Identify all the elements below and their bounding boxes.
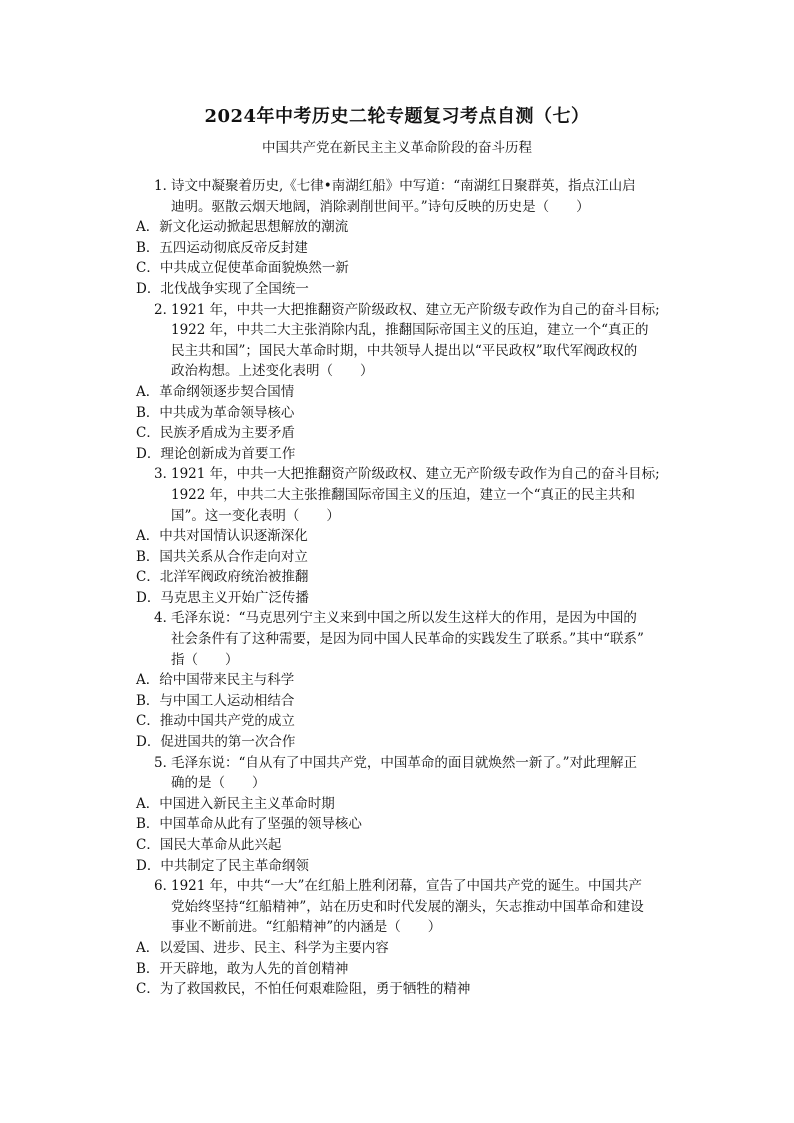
- answer-option: C．北洋军阀政府统治被推翻: [136, 569, 309, 586]
- answer-option: D．中共制定了民主革命纲领: [136, 857, 309, 874]
- question-text-line: 党始终坚持“红船精神”，站在历史和时代发展的潮头，矢志推动中国革命和建设: [171, 898, 644, 915]
- answer-option: C．为了救国救民，不怕任何艰难险阻，勇于牺牲的精神: [136, 981, 471, 998]
- question-text-line: 国”。这一变化表明（ ）: [171, 507, 340, 524]
- question-stem: [136, 300, 676, 382]
- question-text-line: 迪明。驱散云烟天地阔，消除剥削世间平。”诗句反映的历史是（ ）: [171, 198, 590, 215]
- answer-option: C．推动中国共产党的成立: [136, 713, 295, 730]
- answer-option: C．国民大革命从此兴起: [136, 837, 282, 853]
- answer-option: D．理论创新成为首要工作: [136, 445, 296, 462]
- question-text-line: 事业不断前进。“红船精神”的内涵是（ ）: [171, 919, 442, 936]
- answer-option: B．开天辟地，敢为人先的首创精神: [136, 960, 349, 977]
- question-stem: [136, 464, 676, 526]
- answer-option: B．中共成为革命领导核心: [136, 404, 295, 421]
- question-stem: [136, 753, 676, 794]
- answer-option: A．革命纲领逐步契合国情: [136, 383, 295, 400]
- question-number: 5．: [154, 754, 177, 771]
- answer-option: C．中共成立促使革命面貌焕然一新: [136, 260, 349, 277]
- question-stem: [136, 876, 676, 938]
- question-stem: [136, 608, 676, 670]
- answer-option: A．给中国带来民主与科学: [136, 672, 295, 689]
- answer-option: B．五四运动彻底反帝反封建: [136, 239, 308, 256]
- question-list: [136, 176, 676, 1000]
- question-text-line: 政治构想。上述变化表明（ ）: [171, 363, 374, 380]
- answer-option: C．民族矛盾成为主要矛盾: [136, 425, 295, 442]
- question-number: 2．: [154, 301, 177, 318]
- question-text-line: 1921 年，中共一大把推翻资产阶级政权、建立无产阶级专政作为自己的奋斗目标;: [171, 466, 660, 483]
- answer-option: B．国共关系从合作走向对立: [136, 548, 308, 565]
- question-number: 3．: [154, 466, 177, 483]
- answer-option: A．中国进入新民主主义革命时期: [136, 795, 335, 812]
- question-text-line: 1922 年，中共二大主张推翻国际帝国主义的压迫，建立一个“真正的民主共和: [171, 486, 636, 503]
- question-text-line: 民主共和国”；国民大革命时期，中共领导人提出以“平民政权”取代军阀政权的: [171, 342, 638, 359]
- question-text-line: 1921 年，中共一大把推翻资产阶级政权、建立无产阶级专政作为自己的奋斗目标;: [171, 301, 660, 318]
- document-title: 2024年中考历史二轮专题复习考点自测（七）: [204, 106, 590, 127]
- question-text-line: 1922 年，中共二大主张消除内乱，推翻国际帝国主义的压迫，建立一个“真正的: [171, 322, 649, 339]
- question-text-line: 1921 年，中共“一大”在红船上胜利闭幕，宣告了中国共产党的诞生。中国共产: [171, 878, 642, 895]
- answer-option: D．促进国共的第一次合作: [136, 734, 296, 751]
- question-stem: [136, 176, 676, 217]
- question-text-line: 毛泽东说：“马克思列宁主义来到中国之所以发生这样大的作用，是因为中国的: [171, 610, 637, 627]
- question-number: 1．: [154, 178, 177, 194]
- answer-option: A．以爱国、进步、民主、科学为主要内容: [136, 939, 389, 956]
- question-text-line: 指（ ）: [171, 651, 239, 668]
- answer-option: A．新文化运动掀起思想解放的潮流: [136, 219, 349, 236]
- answer-option: D．马克思主义开始广泛传播: [136, 589, 309, 606]
- question-text-line: 诗文中凝聚着历史,《七律•南湖红船》中写道：“南湖红日聚群英，指点江山启: [171, 178, 636, 194]
- question-number: 4．: [154, 610, 177, 627]
- answer-option: B．中国革命从此有了坚强的领导核心: [136, 816, 362, 833]
- answer-option: A．中共对国情认识逐渐深化: [136, 528, 308, 545]
- question-number: 6．: [154, 878, 177, 895]
- answer-option: B．与中国工人运动相结合: [136, 692, 295, 709]
- question-text-line: 社会条件有了这种需要，是因为同中国人民革命的实践发生了联系。”其中“联系”: [171, 631, 644, 648]
- question-text-line: 毛泽东说：“自从有了中国共产党，中国革命的面目就焕然一新了。”对此理解正: [171, 754, 638, 771]
- question-text-line: 确的是（ ）: [171, 775, 266, 792]
- answer-option: D．北伐战争实现了全国统一: [136, 280, 309, 297]
- document-subtitle: 中国共产党在新民主主义革命阶段的奋斗历程: [262, 140, 532, 156]
